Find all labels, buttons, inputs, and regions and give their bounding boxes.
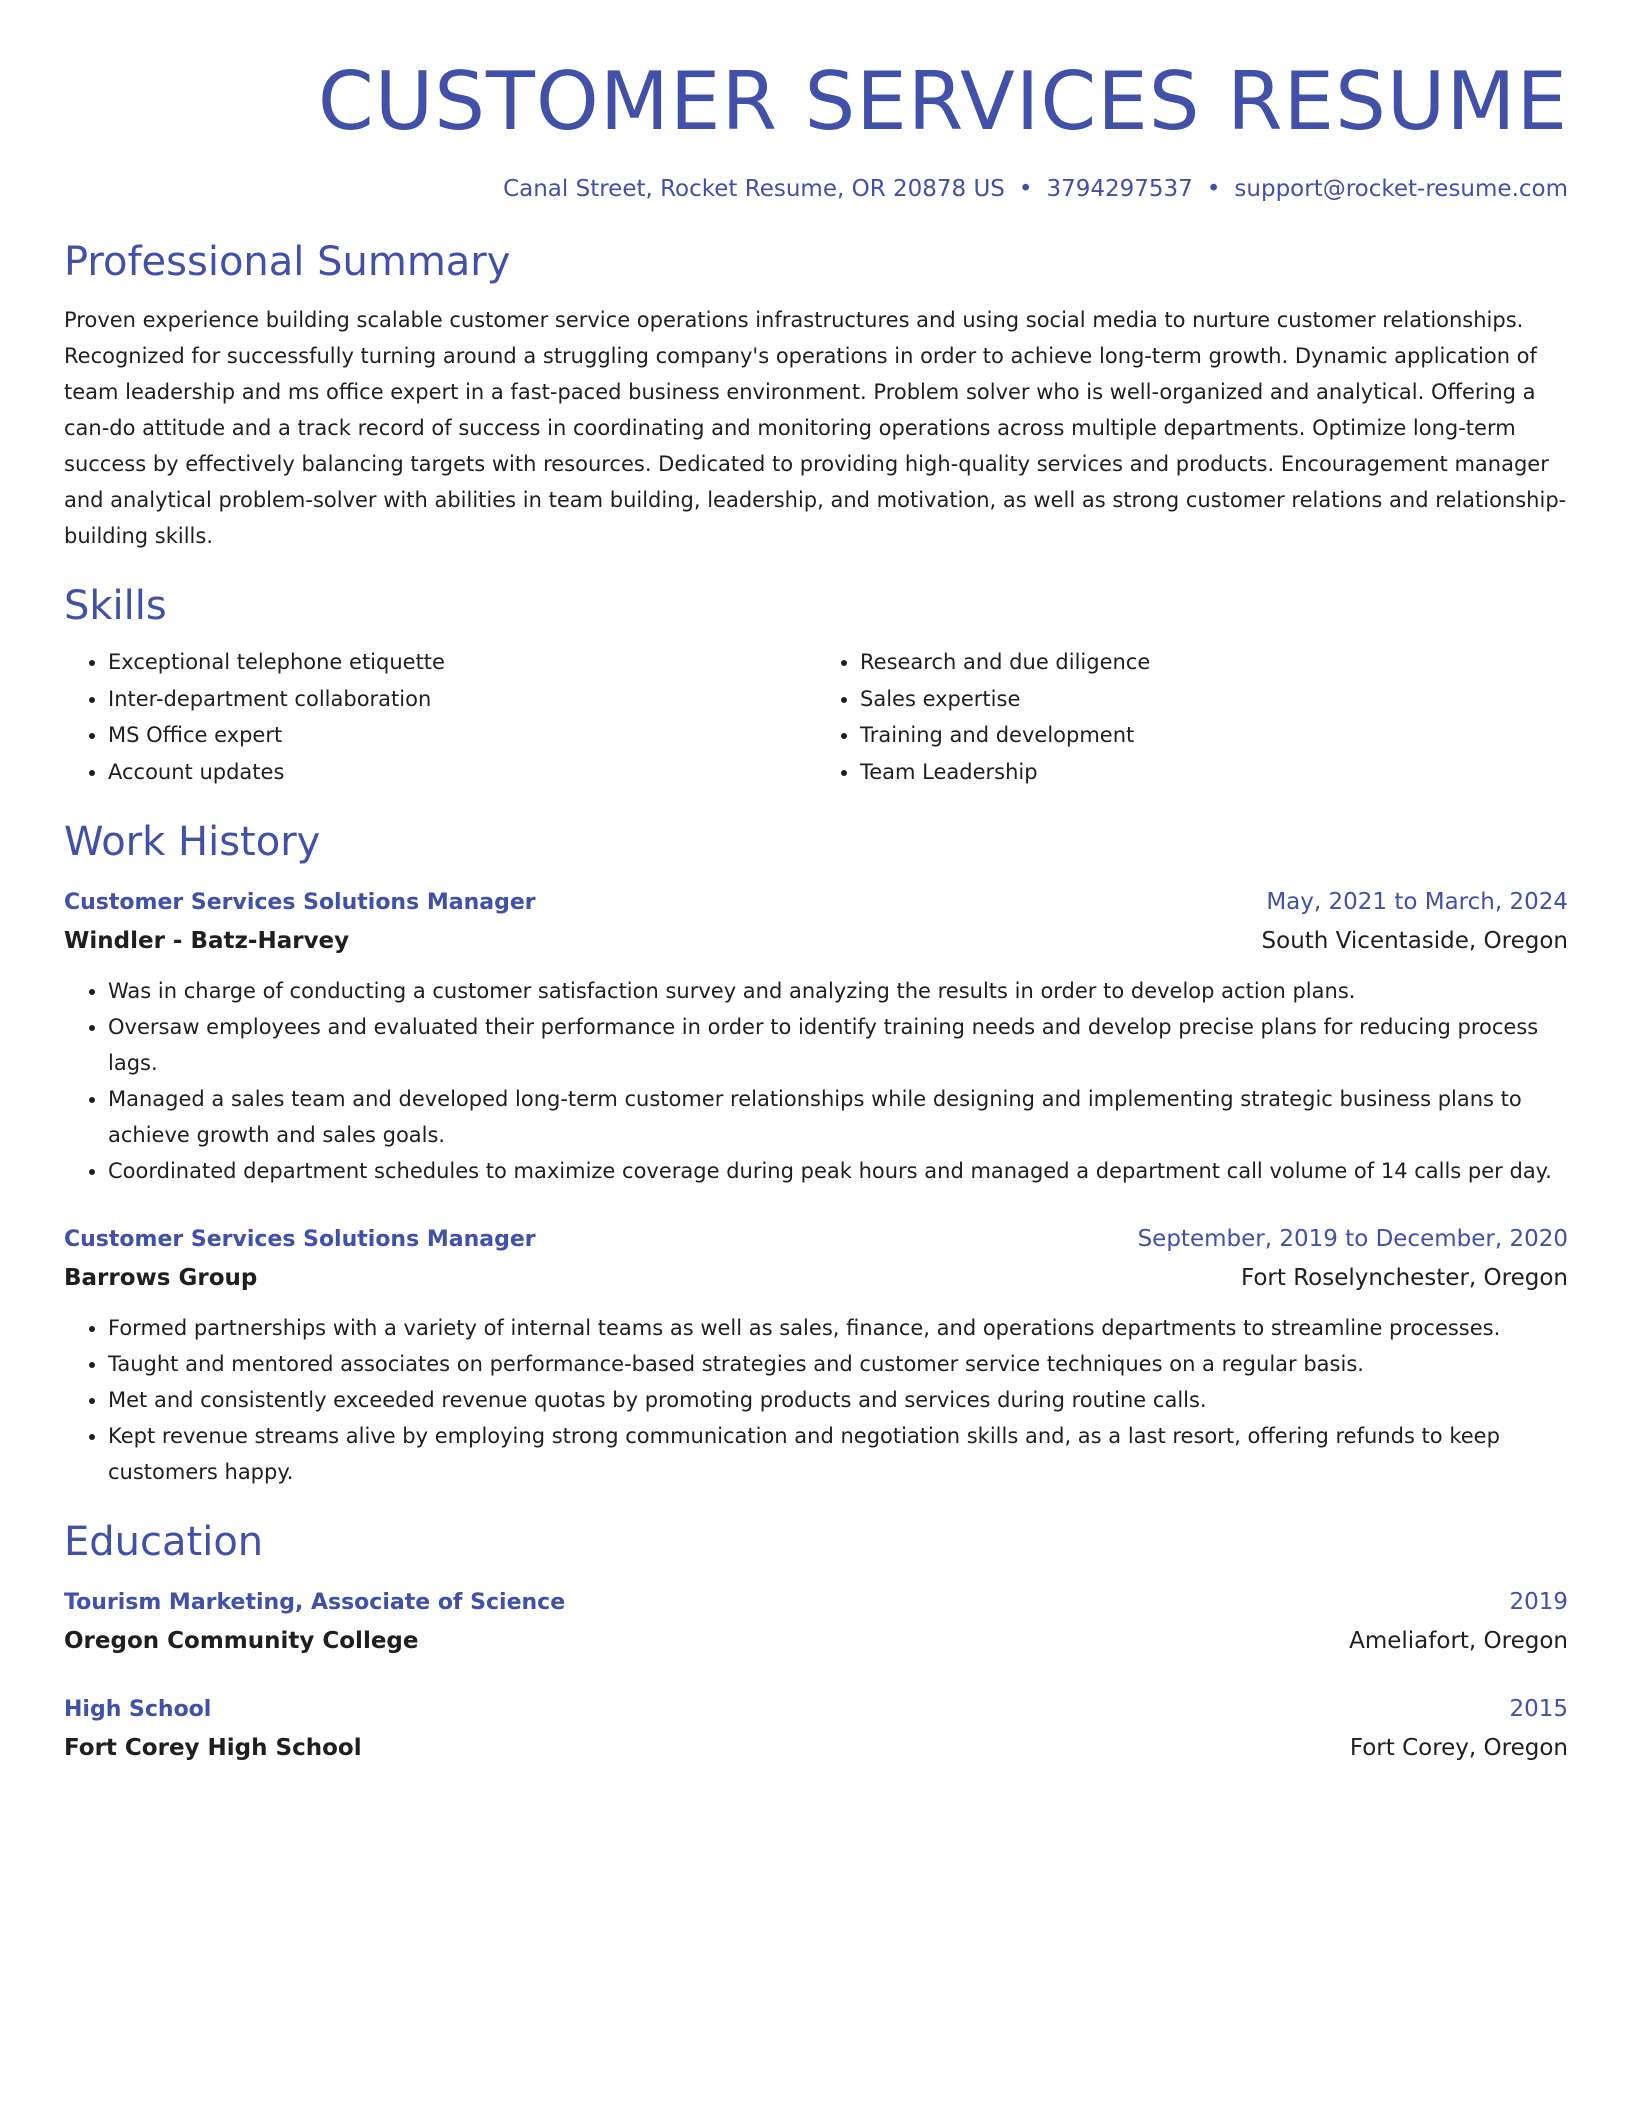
responsibility-item: • Taught and mentored associates on performance-based strategies and customer service techniques on a regular basis. [108, 1346, 1568, 1382]
contact-separator: • [1206, 176, 1221, 202]
job-responsibilities [64, 973, 1568, 1189]
job-company-row [64, 923, 1568, 959]
education-degree-row [64, 1582, 1568, 1623]
education-location: Ameliafort, Oregon [1349, 1628, 1568, 1654]
job-company: Barrows Group [64, 1265, 258, 1291]
education-location: Fort Corey, Oregon [1349, 1735, 1568, 1761]
job-title-row [64, 882, 1568, 923]
job-company-row [64, 1260, 1568, 1296]
responsibility-item: • Managed a sales team and developed long-term customer relationships while designing and implementing strategic business plans to achieve growth and sales goals. [108, 1081, 1568, 1153]
education-entry [64, 1689, 1568, 1766]
skill-item: • Sales expertise [860, 681, 1568, 718]
education-year: 2015 [1509, 1696, 1568, 1722]
job-location: South Vicentaside, Oregon [1261, 928, 1568, 954]
job-dates: September, 2019 to December, 2020 [1137, 1226, 1568, 1252]
skill-item: • Team Leadership [860, 754, 1568, 791]
education-degree: High School [64, 1697, 212, 1722]
skill-item: • MS Office expert [108, 717, 816, 754]
summary-text: Proven experience building scalable customer service operations infrastructures and using social media to nurture customer relationships. Recognized for successfully turning around a struggling company's operations in order to achieve long-term growth. Dynamic application of team leadership and ms office expert in a fast-paced business environment. Problem solver who is well-organized and analytical. Offering a can-do attitude and a track record of success in coordinating and monitoring operations across multiple departments. Optimize long-term success by effectively balancing targets with resources. Dedicated to providing high-quality services and products. Encouragement manager and analytical problem-solver with abilities in team building, leadership, and motivation, as well as strong customer relations and relationship-building skills. [64, 308, 1567, 548]
skill-item: • Account updates [108, 754, 816, 791]
skills-list-right [816, 644, 1568, 790]
contact-email: support@rocket-resume.com [1234, 176, 1568, 202]
resume-header [64, 0, 1568, 206]
contact-separator: • [1018, 176, 1033, 202]
skill-item: • Exceptional telephone etiquette [108, 644, 816, 681]
contact-address: Canal Street, Rocket Resume, OR 20878 US [503, 176, 1005, 202]
responsibility-item: • Formed partnerships with a variety of internal teams as well as sales, finance, and operations departments to streamline processes. [108, 1310, 1568, 1346]
education-entry [64, 1582, 1568, 1659]
education-school: Oregon Community College [64, 1628, 419, 1654]
skills-heading: Skills [64, 583, 167, 629]
education-school-row [64, 1730, 1568, 1766]
summary-section [64, 236, 1568, 554]
skill-item: • Training and development [860, 717, 1568, 754]
job-title-row [64, 1219, 1568, 1260]
job-entry [64, 1219, 1568, 1490]
responsibility-item: • Oversaw employees and evaluated their performance in order to identify training needs and develop precise plans for reducing process lags. [108, 1009, 1568, 1081]
job-title: Customer Services Solutions Manager [64, 1227, 536, 1252]
skills-columns [64, 644, 1568, 790]
education-heading: Education [64, 1519, 264, 1565]
contact-line [64, 172, 1568, 206]
work-history-heading: Work History [64, 819, 321, 865]
responsibility-item: • Was in charge of conducting a customer satisfaction survey and analyzing the results in order to develop action plans. [108, 973, 1568, 1009]
education-degree-row [64, 1689, 1568, 1730]
responsibility-item: • Kept revenue streams alive by employing strong communication and negotiation skills and, as a last resort, offering refunds to keep customers happy. [108, 1418, 1568, 1490]
education-degree: Tourism Marketing, Associate of Science [64, 1590, 566, 1615]
contact-phone: 3794297537 [1046, 176, 1193, 202]
job-entry [64, 882, 1568, 1189]
responsibility-item: • Met and consistently exceeded revenue quotas by promoting products and services during routine calls. [108, 1382, 1568, 1418]
resume-title: CUSTOMER SERVICES RESUME [317, 55, 1568, 148]
job-company: Windler - Batz-Harvey [64, 928, 350, 954]
responsibility-item: • Coordinated department schedules to maximize coverage during peak hours and managed a department call volume of 14 calls per day. [108, 1153, 1568, 1189]
job-location: Fort Roselynchester, Oregon [1240, 1265, 1568, 1291]
skills-section [64, 580, 1568, 790]
summary-heading: Professional Summary [64, 239, 511, 285]
skill-item: • Research and due diligence [860, 644, 1568, 681]
job-responsibilities [64, 1310, 1568, 1490]
education-year: 2019 [1509, 1589, 1568, 1615]
education-school: Fort Corey High School [64, 1735, 362, 1761]
education-section [64, 1516, 1568, 1766]
skill-item: • Inter-department collaboration [108, 681, 816, 718]
work-history-section [64, 816, 1568, 1490]
job-title: Customer Services Solutions Manager [64, 890, 536, 915]
skills-list-left [64, 644, 816, 790]
education-school-row [64, 1623, 1568, 1659]
job-dates: May, 2021 to March, 2024 [1266, 889, 1568, 915]
